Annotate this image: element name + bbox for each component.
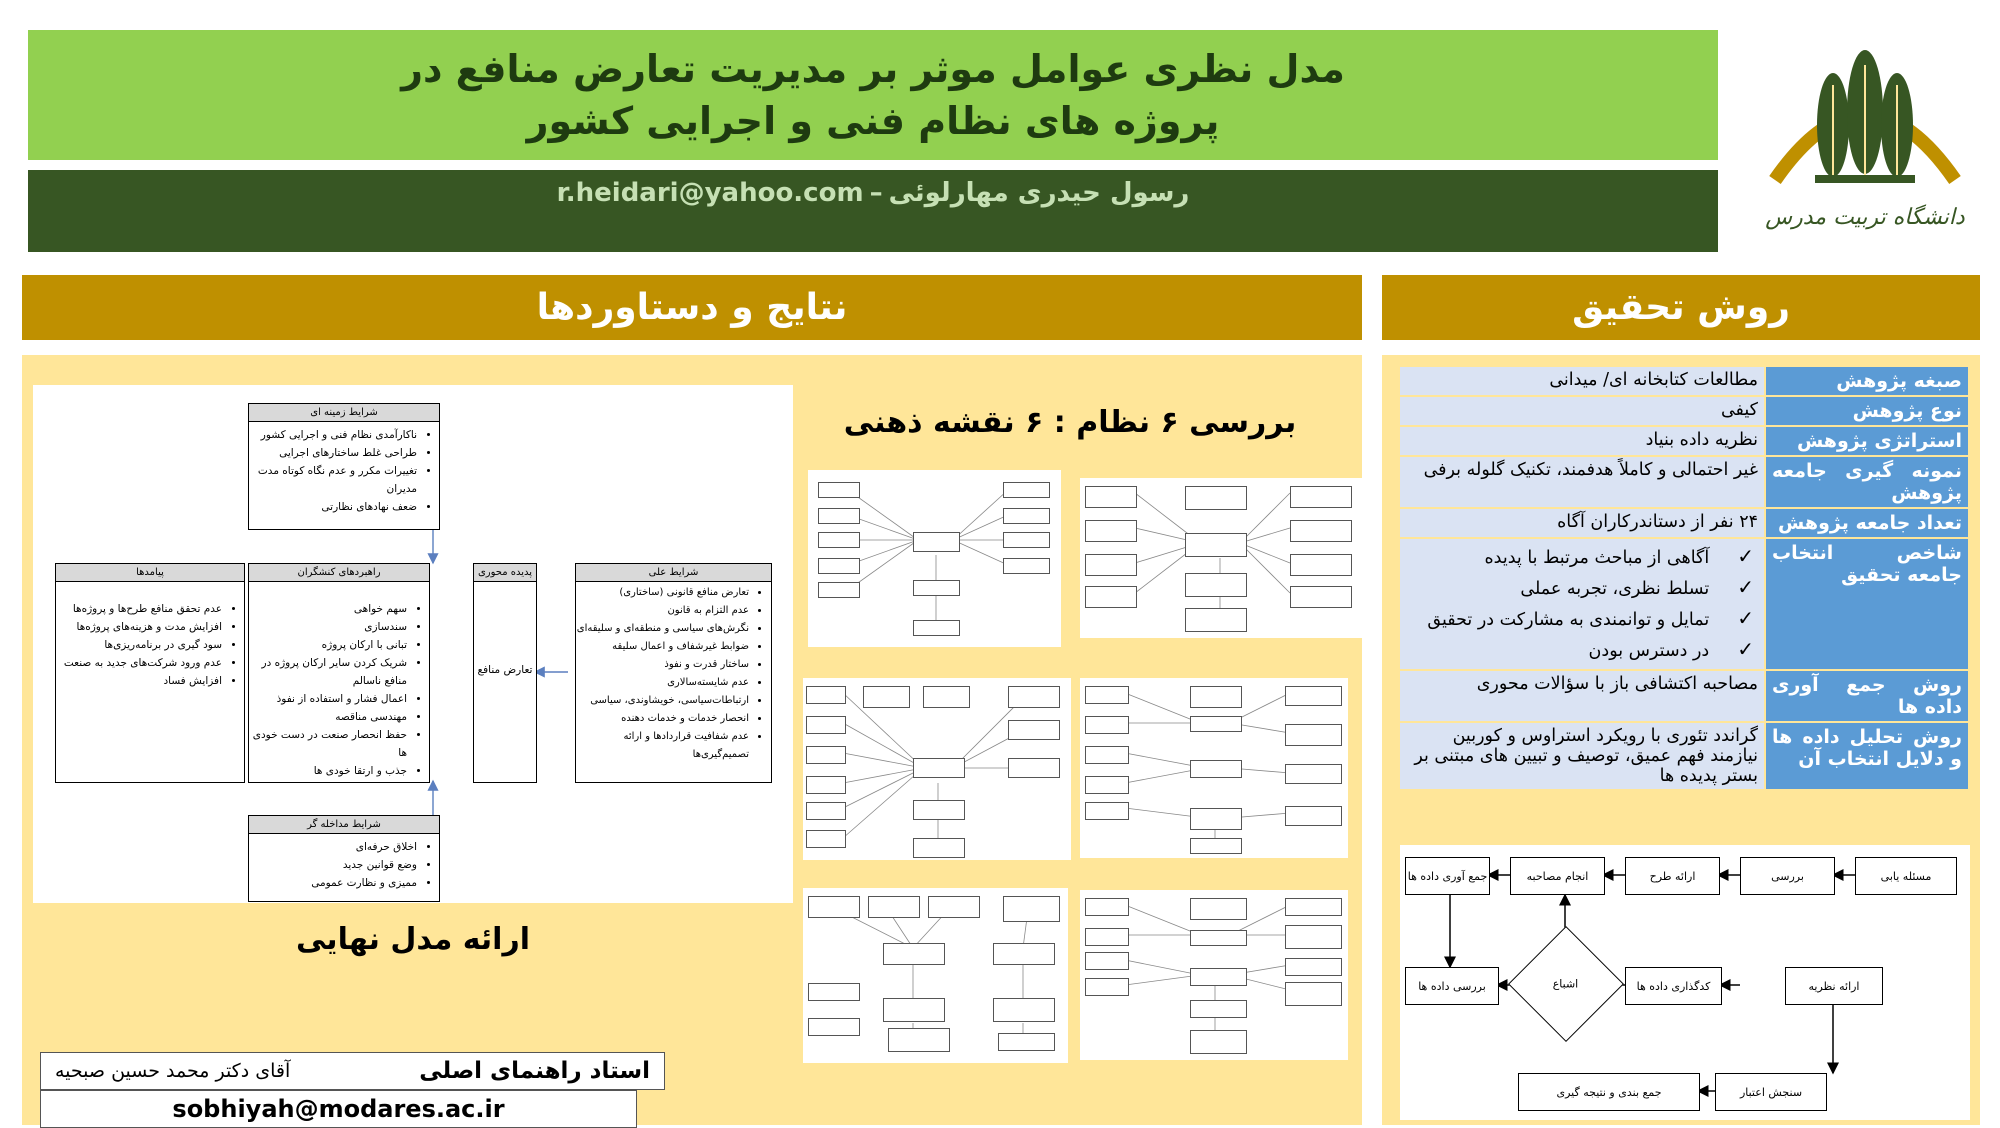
- method-header: [1382, 275, 1980, 340]
- supervisor-email[interactable]: sobhiyah@modares.ac.ir: [172, 1095, 505, 1123]
- title-line-1: مدل نظری عوامل موثر بر مدیریت تعارض منافع در: [401, 47, 1345, 91]
- list-item: • ارتباطات‌سیاسی، خویشاوندی، سیاسی: [576, 692, 749, 710]
- list-item: • جذب و ارتقا خودی ها: [249, 762, 407, 780]
- logo-text: دانشگاه تربیت مدرس: [1765, 205, 1965, 230]
- list-item: • عدم شایسته‌سالاری: [576, 674, 749, 692]
- list-item: • تعارض منافع قانونی (ساختاری): [576, 584, 749, 602]
- table-row: [1400, 427, 1968, 455]
- row-key: شاخص انتخاب جامعه تحقیق: [1766, 539, 1968, 669]
- list-item: • تبانی با ارکان پروژه: [249, 636, 407, 654]
- list-item: • سندسازی: [249, 618, 407, 636]
- list-item: ✓ در دسترس بودن: [1406, 635, 1758, 666]
- list-item: • شریک کردن سایر ارکان پروژه در منافع ناسالم: [249, 654, 407, 690]
- method-header-label: روش تحقیق: [1572, 287, 1790, 328]
- list-item: • سود گیری در برنامه‌ریزی‌ها: [56, 636, 222, 654]
- supervisor-label: استاد راهنمای اصلی: [419, 1058, 650, 1084]
- list-item: • عدم شفافیت قراردادها و ارائه تصمیم‌گیری‌ها: [576, 728, 749, 764]
- context-title: شرایط زمینه ای: [249, 404, 439, 422]
- row-value: نظریه داده بنیاد: [1400, 427, 1764, 455]
- list-item: • طراحی غلط ساختارهای اجرایی: [249, 444, 417, 462]
- list-item: • ساختار قدرت و نفوذ: [576, 656, 749, 674]
- outcomes: [55, 563, 245, 783]
- supervisor-name: آقای دکتر محمد حسین صبحیه: [55, 1060, 291, 1082]
- list-item: • وضع قوانین جدید: [249, 856, 417, 874]
- flow-step: مسئله یابی: [1855, 857, 1957, 895]
- mindmap-4: [1080, 678, 1348, 858]
- author-name: رسول حیدری مهارلوئی: [888, 178, 1190, 208]
- table-row: [1400, 539, 1968, 669]
- list-item: • افزایش مدت و هزینه‌های پروژه‌ها: [56, 618, 222, 636]
- actor-strategies: [248, 563, 430, 783]
- supervisor-email-row: [40, 1090, 637, 1128]
- list-item: • حفظ انحصار صنعت در دست خودی ها: [249, 726, 407, 762]
- mindmap-caption: بررسی ۶ نظام : ۶ نقشه ذهنی: [843, 405, 1297, 440]
- list-item: • عدم التزام به قانون: [576, 602, 749, 620]
- intervening-conditions: [248, 815, 440, 902]
- mindmap-5: [803, 888, 1068, 1063]
- flow-step: ارائه طرح: [1625, 857, 1720, 895]
- research-flowchart: [1400, 845, 1970, 1120]
- core-phenomenon: [473, 563, 537, 783]
- list-item: • سهم خواهی: [249, 600, 407, 618]
- supervisor-box: [40, 1052, 650, 1126]
- list-item: • اخلاق حرفه‌ای: [249, 838, 417, 856]
- table-row: [1400, 397, 1968, 425]
- list-item: • تغییرات مکرر و عدم نگاه کوتاه مدت مدیران: [249, 462, 417, 498]
- row-key: روش جمع آوری داده ها: [1766, 671, 1968, 721]
- row-value: گراندد تئوری با رویکرد استراوس و کوربین نیازمند فهم عمیق، توصیف و تبیین های مبتنی بر بستر پدیده ها: [1400, 723, 1764, 789]
- row-value: کیفی: [1400, 397, 1764, 425]
- list-item: • اعمال فشار و استفاده از نفوذ: [249, 690, 407, 708]
- list-item: • عدم ورود شرکت‌های جدید به صنعت: [56, 654, 222, 672]
- list-item: • انحصار خدمات و خدمات دهنده: [576, 710, 749, 728]
- row-key: نمونه گیری جامعه پژوهش: [1766, 457, 1968, 507]
- mindmap-6: [1080, 890, 1348, 1060]
- author-bar: [28, 170, 1718, 252]
- supervisor-row: [40, 1052, 665, 1090]
- flow-step: جمع بندی و نتیجه گیری: [1518, 1073, 1700, 1111]
- poster-title: [28, 30, 1718, 160]
- row-value: مطالعات کتابخانه ای/ میدانی: [1400, 367, 1764, 395]
- results-header-label: نتایج و دستاوردها: [536, 287, 848, 328]
- method-table: [1398, 365, 1970, 791]
- list-item: • ضوابط غیرشفاف و اعمال سلیقه: [576, 638, 749, 656]
- core-label: تعارض منافع: [477, 664, 533, 676]
- intervening-title: شرایط مداخله گر: [249, 816, 439, 834]
- causal-title: شرایط علی: [576, 564, 771, 582]
- flow-step: ارائه نظریه: [1785, 967, 1883, 1005]
- table-row: [1400, 509, 1968, 537]
- row-key: صبغه پژوهش: [1766, 367, 1968, 395]
- list-item: • نگرش‌های سیاسی و منطقه‌ای و سلیقه‌ای: [576, 620, 749, 638]
- table-row: [1400, 723, 1968, 789]
- strategies-title: راهبردهای کنشگران: [249, 564, 429, 582]
- mindmap-3: [803, 678, 1071, 860]
- mindmap-1: [808, 470, 1061, 647]
- row-value: غیر احتمالی و کاملاً هدفمند، تکنیک گلوله برفی: [1400, 457, 1764, 507]
- flow-step: بررسی داده ها: [1405, 967, 1499, 1005]
- causal-conditions: [575, 563, 772, 783]
- list-item: • ضعف نهادهای نظارتی: [249, 498, 417, 516]
- list-item: • ناکارآمدی نظام فنی و اجرایی کشور: [249, 426, 417, 444]
- list-item: • ممیزی و نظارت عمومی: [249, 874, 417, 892]
- criteria-list: [1406, 542, 1758, 666]
- outcomes-title: پیامدها: [56, 564, 244, 582]
- table-row: [1400, 671, 1968, 721]
- row-key: تعداد جامعه پژوهش: [1766, 509, 1968, 537]
- flow-step: انجام مصاحبه: [1510, 857, 1605, 895]
- core-title: پدیده محوری: [474, 564, 536, 582]
- final-model-diagram: [33, 385, 793, 903]
- flow-step: بررسی: [1740, 857, 1835, 895]
- list-item: ✓ آگاهی از مباحث مرتبط با پدیده: [1406, 542, 1758, 573]
- row-value: مصاحبه اکتشافی باز با سؤالات محوری: [1400, 671, 1764, 721]
- title-line-2: پروژه های نظام فنی و اجرایی کشور: [526, 99, 1220, 143]
- author-email[interactable]: r.heidari@yahoo.com: [556, 178, 864, 208]
- list-item: ✓ تمایل و توانمندی به مشارکت در تحقیق: [1406, 604, 1758, 635]
- list-item: ✓ تسلط نظری، تجربه عملی: [1406, 573, 1758, 604]
- results-header: [22, 275, 1362, 340]
- model-caption: ارائه مدل نهایی: [295, 922, 531, 957]
- list-item: • افزایش فساد: [56, 672, 222, 690]
- context-conditions: [248, 403, 440, 530]
- mindmap-2: [1080, 478, 1362, 638]
- row-key: نوع پژوهش: [1766, 397, 1968, 425]
- flow-decision-label: اشباع: [1553, 977, 1579, 991]
- list-item: • مهندسی مناقصه: [249, 708, 407, 726]
- row-value: ۲۴ نفر از دستاندرکاران آگاه: [1400, 509, 1764, 537]
- list-item: • عدم تحقق منافع طرح‌ها و پروژه‌ها: [56, 600, 222, 618]
- flow-step: سنجش اعتبار: [1715, 1073, 1827, 1111]
- row-key: استراتژی پژوهش: [1766, 427, 1968, 455]
- row-key: روش تحلیل داده ها و دلایل انتخاب آن: [1766, 723, 1968, 789]
- criteria-cell: [1400, 539, 1764, 669]
- author-separator: –: [869, 178, 883, 208]
- university-logo: [1755, 30, 1975, 255]
- flow-step: جمع آوری داده ها: [1405, 857, 1490, 895]
- flow-step: کدگذاری داده ها: [1625, 967, 1722, 1005]
- table-row: [1400, 457, 1968, 507]
- table-row: [1400, 367, 1968, 395]
